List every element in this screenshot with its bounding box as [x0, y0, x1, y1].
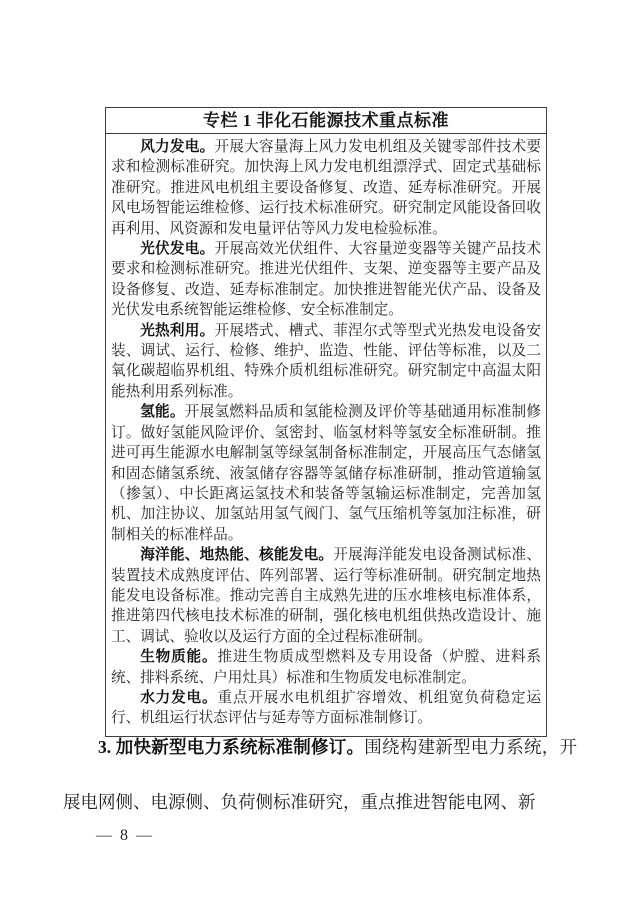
section-text: 开展大容量海上风力发电机组及关键零部件技术要求和检测标准研究。加快海上风力发电机组漂浮式、固定式基础标准研究。推进风电机组主要设备修复、改造、延寿标准研究。开展风电场智能运维检修、运行技术标准研究。研究制定风能设备回收再利用、风资源和发电量评估等风力发电检验标准。	[111, 139, 541, 237]
section-lead: 水力发电。	[140, 689, 218, 706]
box-section-ocean-geothermal-nuclear	[111, 545, 541, 647]
column-box-title: 专栏 1 非化石能源技术重点标准	[106, 108, 546, 134]
section-text: 开展氢燃料品质和氢能检测及评价等基础通用标准制修订。做好氢能风险评价、氢密封、临氢材料等氢安全标准研制。推进可再生能源水电解制氢等绿氢制备标准制定，开展高压气态储氢和固态储氢系统、液氢储存容器等氢储存标准研制，推动管道输氢（掺氢）、中长距离运氢技术和装备等氢输运标准制定，完善加氢机、加注协议、加氢站用氢气阀门、氢气压缩机等氢加注标准，研制相关的标准样品。	[111, 404, 541, 543]
box-section-wind-power	[111, 137, 541, 239]
box-section-solar-thermal	[111, 321, 541, 403]
column-box-body	[106, 134, 546, 736]
section-lead: 光热利用。	[140, 322, 215, 339]
box-section-hydrogen	[111, 402, 541, 545]
section-lead: 生物质能。	[140, 649, 218, 666]
paragraph-lead: 3. 加快新型电力系统标准制修订。	[98, 737, 365, 757]
section-lead: 海洋能、地热能、核能发电。	[140, 547, 334, 564]
section-text: 开展海洋能发电设备测试标准、装置技术成熟度评估、阵列部署、运行等标准研制。研究制定地热能发电设备标准。推动完善自主成熟先进的压水堆核电标准体系，推进第四代核电技术标准的研制，强化核电机组供热改造设计、施工、调试、验收以及运行方面的全过程标准研制。	[111, 547, 541, 645]
column-box	[105, 107, 547, 737]
box-section-biomass	[111, 647, 541, 688]
section-lead: 风力发电。	[140, 139, 215, 155]
section-text: 推进生物质成型燃料及专用设备（炉膛、进料系统、排料系统、户用灶具）标准和生物质发电标准制定。	[111, 649, 541, 686]
section-lead: 光伏发电。	[140, 241, 215, 258]
section-text: 开展塔式、槽式、菲涅尔式等型式光热发电设备安装、调试、运行、检修、维护、监造、性能、评估等标准，以及二氧化碳超临界机组、特殊介质机组标准研究。研究制定中高温太阳能热利用系列标准。	[111, 322, 541, 400]
box-section-photovoltaic	[111, 239, 541, 321]
section-lead: 氢能。	[140, 404, 185, 421]
paragraph-text: 围绕构建新型电力系统，开展电网侧、电源侧、负荷侧标准研究，重点推进智能电网、新	[63, 737, 577, 812]
page-number: — 8 —	[96, 827, 154, 844]
body-paragraph-item-3	[63, 720, 577, 830]
section-text: 重点开展水电机组扩容增效、机组宽负荷稳定运行、机组运行状态评估与延寿等方面标准制修订。	[111, 689, 541, 727]
section-text: 开展高效光伏组件、大容量逆变器等关键产品技术要求和检测标准研究。推进光伏组件、支架、逆变器等主要产品及设备修复、改造、延寿标准制定。加快推进智能光伏产品、设备及光伏发电系统智能运维检修、安全标准制定。	[111, 241, 541, 319]
